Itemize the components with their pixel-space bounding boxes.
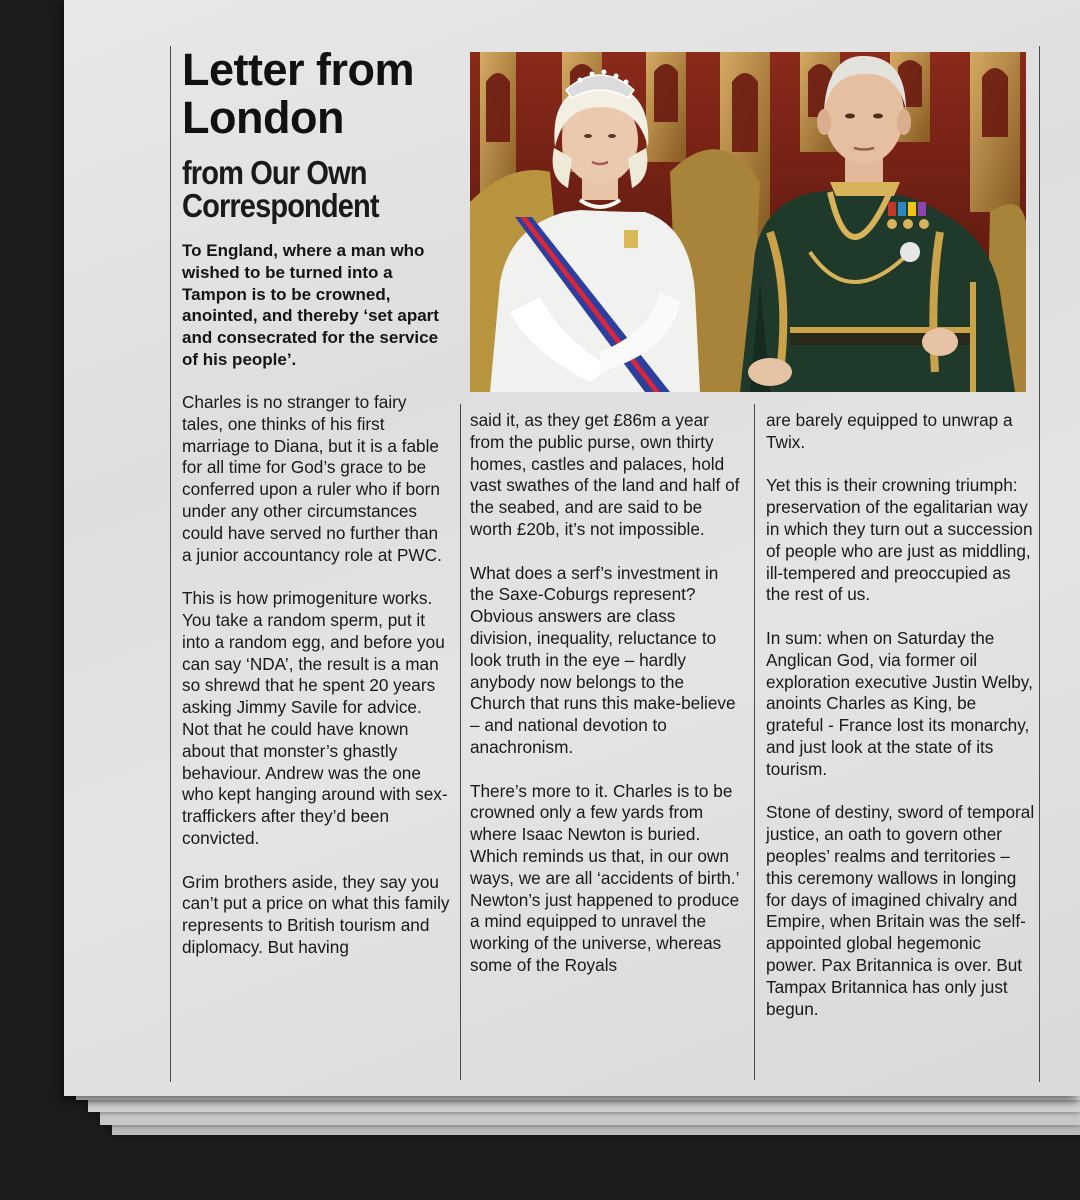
column-rule bbox=[170, 46, 171, 1082]
article-column-3 bbox=[766, 410, 1036, 1042]
article-column-2 bbox=[470, 410, 740, 999]
paragraph: Charles is no stranger to fairy tales, one thinks of his first marriage to Diana, but it is a fable for all time for God’s grace to be conferred upon a ruler who if born under any other circumstances could have served no further than a junior accountancy role at PWC. bbox=[182, 392, 442, 565]
paragraph: There’s more to it. Charles is to be crowned only a few yards from where Isaac Newton is buried. Which reminds us that, in our own ways, we are all ‘accidents of birth.’ Newton’s just happened to produce a mind equipped to unravel the working of the universe, whereas some of the Royals bbox=[470, 780, 740, 975]
paragraph: In sum: when on Saturday the Anglican God, via former oil exploration executive Justin Welby, anoints Charles as King, be grateful - France lost its monarchy, and just look at the state of its tourism. bbox=[766, 627, 1033, 779]
column-rule bbox=[754, 404, 755, 1080]
paragraph: Grim brothers aside, they say you can’t put a price on what this family represents to British tourism and diplomacy. But having bbox=[182, 871, 450, 957]
article-byline: from Our Own Correspondent bbox=[182, 154, 379, 224]
article-standfirst: To England, where a man who wished to be turned into a Tampon is to be crowned, anointed, and thereby ‘set apart and consecrated for the service of his people’. bbox=[182, 241, 439, 369]
paragraph: said it, as they get £86m a year from the public purse, own thirty homes, castles and palaces, hold vast swathes of the land and half of the seabed, and are said to be worth £20b, it’s not impossible. bbox=[470, 410, 740, 539]
column-rule bbox=[460, 404, 461, 1080]
column-rule bbox=[1039, 46, 1040, 1082]
royal-couple-photo bbox=[470, 52, 1026, 392]
paragraph: Stone of destiny, sword of temporal justice, an oath to govern other peoples’ realms and territories – this ceremony wallows in longing for days of imagined chivalry and Empire, when Britain was the self-appointed global hegemonic power. Pax Britannica is over. But Tampax Britannica has only just begun. bbox=[766, 802, 1035, 1019]
paragraph: This is how primogeniture works. You take a random sperm, put it into a random egg, and before you can say ‘NDA’, the result is a man so shrewd that he spent 20 years asking Jimmy Savile for advice. Not that he could have known about that monster’s ghastly behaviour. Andrew was the one who kept hanging around with sex-traffickers after they’d been convicted. bbox=[182, 588, 448, 848]
article-column-1 bbox=[182, 392, 452, 981]
paragraph: are barely equipped to unwrap a Twix. bbox=[766, 410, 1013, 452]
paragraph: What does a serf’s investment in the Saxe-Coburgs represent? Obvious answers are class division, inequality, reluctance to look truth in the eye – hardly anybody now belongs to the Church that runs this make-believe – and national devotion to anachronism. bbox=[470, 562, 736, 757]
article-headline: Letter from London bbox=[182, 44, 415, 143]
paragraph: Yet this is their crowning triumph: preservation of the egalitarian way in which they turn out a succession of people who are just as middling, ill-tempered and preoccupied as the rest of us. bbox=[766, 475, 1033, 605]
